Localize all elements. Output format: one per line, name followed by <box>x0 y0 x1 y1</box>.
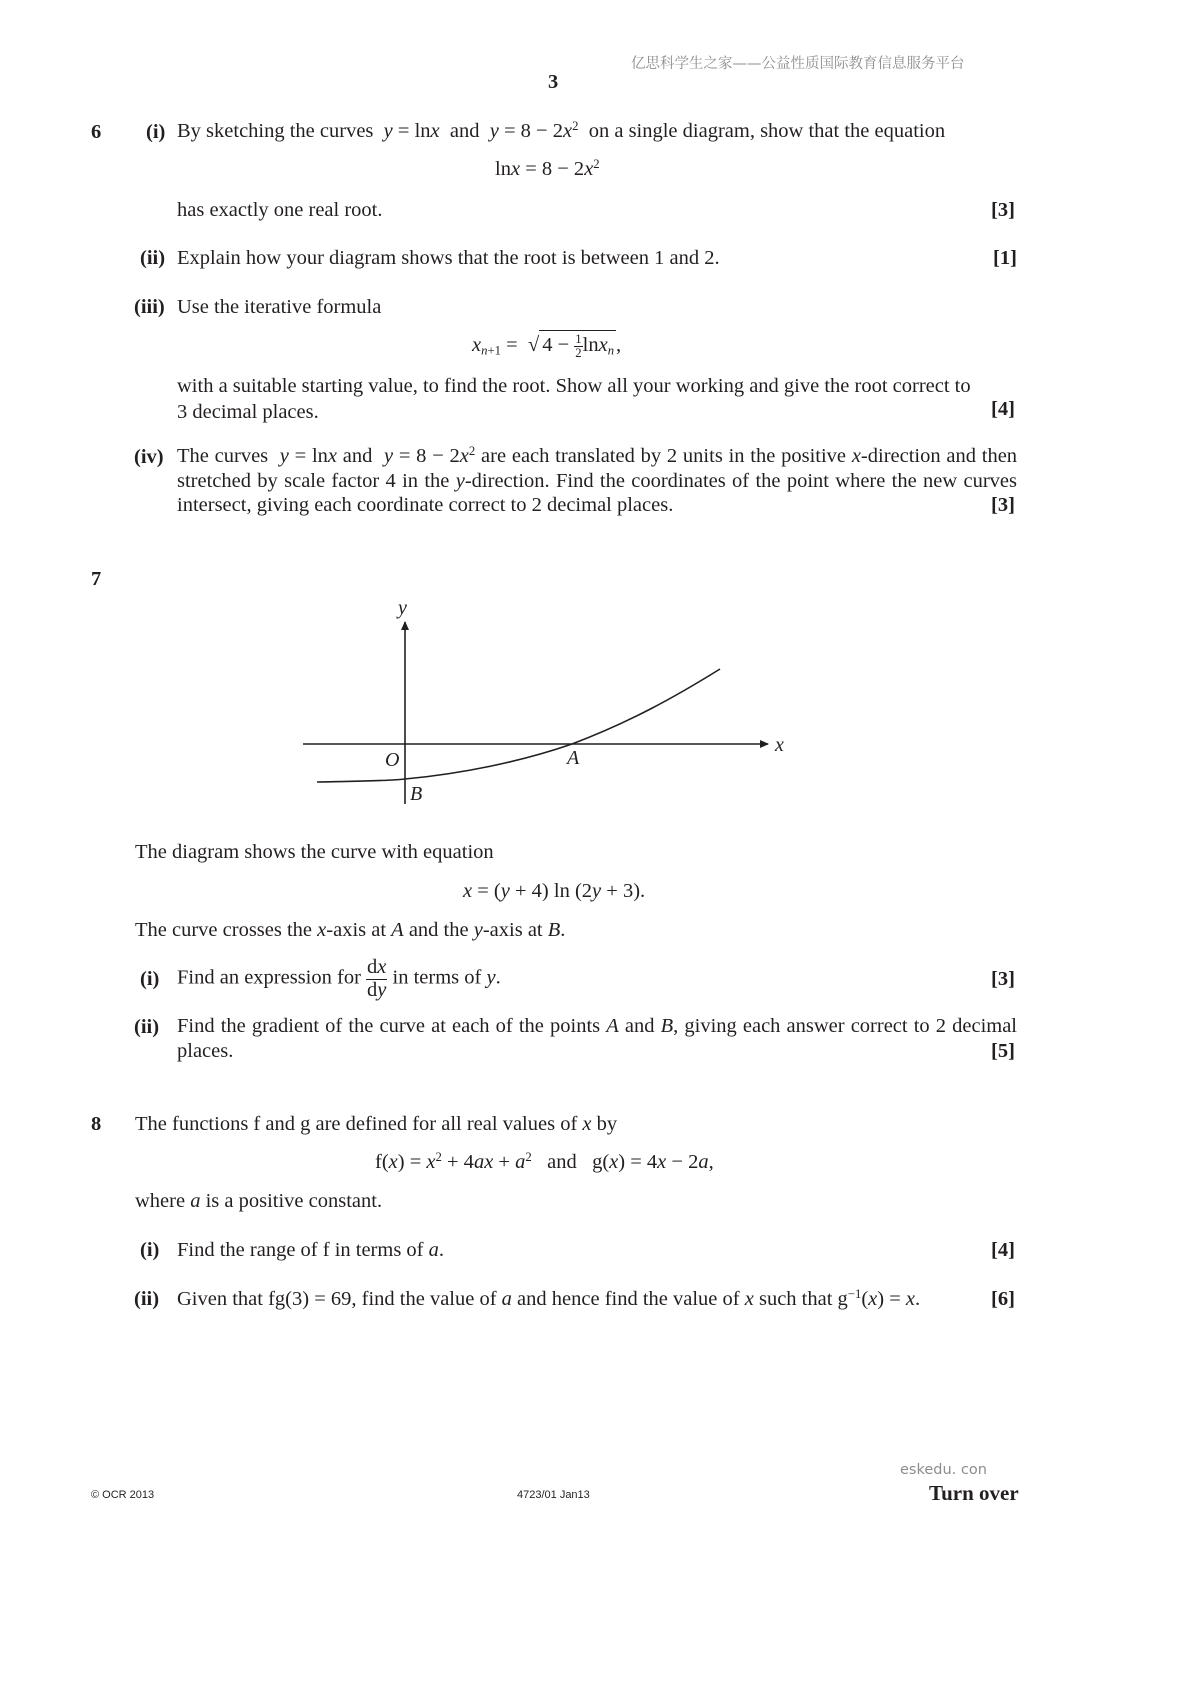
turn-over-text: Turn over <box>929 1481 1019 1505</box>
q6-part-ii-text: Explain how your diagram shows that the root is between 1 and 2. <box>177 247 720 269</box>
page-number: 3 <box>548 71 559 93</box>
q8-part-i-text: Find the range of f in terms of a. <box>177 1239 445 1261</box>
q6-part-iii-label: (iii) <box>134 296 165 318</box>
q6-part-iv-line1: The curves y = lnx and $y = 8 - 2x^2$ are each translated by 2 units in the positive x-direction and then <box>177 444 1018 467</box>
q7-part-i-label: (i) <box>140 968 160 990</box>
point-a-label: A <box>567 747 580 769</box>
q6-part-i-continuation: has exactly one real root. <box>177 199 383 221</box>
q6-part-iii-marks: [4] <box>991 398 1015 420</box>
q6-part-i-text: By sketching the curves y = lnx and $y = 8 - 2x^2$ on a single diagram, show that the equation <box>177 119 946 142</box>
q6-part-ii-marks: [1] <box>993 247 1017 269</box>
q7-part-i-text: Find an expression for $\frac{dx}{dy}$ in terms of y. <box>177 956 501 1001</box>
question-7-number: 7 <box>91 568 102 590</box>
point-b-label: B <box>410 783 423 805</box>
q8-where-text: where a is a positive constant. <box>135 1190 383 1212</box>
q6-part-iii-continuation: with a suitable starting value, to find the root. Show all your working and give the root correct to 3 decimal places. <box>177 375 971 423</box>
x-axis-label: x <box>775 734 784 756</box>
q6-part-iv-label: (iv) <box>134 446 164 468</box>
paper-code: 4723/01 Jan13 <box>517 1489 590 1501</box>
q8-function-definitions: $f(x) = x^2 + 4ax + a^2$ and g(x) = 4x − 2a, <box>375 1150 714 1173</box>
q6-part-iv-marks: [3] <box>991 494 1015 516</box>
q6-part-iv-line3: intersect, giving each coordinate correct to 2 decimal places. <box>177 494 674 516</box>
watermark-text: 亿思科学生之家——公益性质国际教育信息服务平台 <box>631 56 965 72</box>
q6-part-iv-line2: stretched by scale factor 4 in the y-direction. Find the coordinates of the point where the new curves <box>177 470 1018 492</box>
question-6-number: 6 <box>91 121 102 143</box>
q8-part-ii-text: Given that fg(3) = 69, find the value of a and hence find the value of x such that $g^{-1}(x) = x$. <box>177 1287 921 1310</box>
q7-part-i-marks: [3] <box>991 968 1015 990</box>
q6-part-ii-label: (ii) <box>140 247 166 269</box>
q7-part-ii-continuation: places. <box>177 1040 234 1062</box>
curve <box>317 669 720 782</box>
q8-part-ii-label: (ii) <box>134 1288 160 1310</box>
q7-part-ii-label: (ii) <box>134 1016 160 1038</box>
q8-part-ii-marks: [6] <box>991 1288 1015 1310</box>
y-axis-label: y <box>398 597 407 619</box>
q7-part-ii-text: Find the gradient of the curve at each of the points A and B, giving each answer correct to 2 decimal <box>177 1015 1017 1037</box>
q7-crosses-text: The curve crosses the x-axis at A and the y-axis at B. <box>135 919 566 941</box>
q8-part-i-label: (i) <box>140 1239 160 1261</box>
q7-intro: The diagram shows the curve with equation <box>135 841 494 863</box>
question-8-number: 8 <box>91 1113 102 1135</box>
site-watermark: eskedu. con <box>900 1462 987 1478</box>
copyright-text: © OCR 2013 <box>91 1489 155 1501</box>
q6-part-i-label: (i) <box>146 121 166 143</box>
q6-part-i-marks: [3] <box>991 199 1015 221</box>
origin-label: O <box>385 749 400 771</box>
q7-equation: x = (y + 4) ln (2y + 3). <box>463 880 646 902</box>
q6-iterative-formula: $x_{n+1}$ = √ 4 − $\frac{1}{2}$ lnx$_n$, <box>472 332 622 360</box>
q7-part-ii-marks: [5] <box>991 1040 1015 1062</box>
q6-part-iii-text: Use the iterative formula <box>177 296 382 318</box>
q8-part-i-marks: [4] <box>991 1239 1015 1261</box>
curve-diagram <box>290 592 810 817</box>
q6-equation: $\ln x = 8 - 2x^2$ <box>495 157 600 180</box>
q8-intro: The functions f and g are defined for all real values of x by <box>135 1113 618 1135</box>
